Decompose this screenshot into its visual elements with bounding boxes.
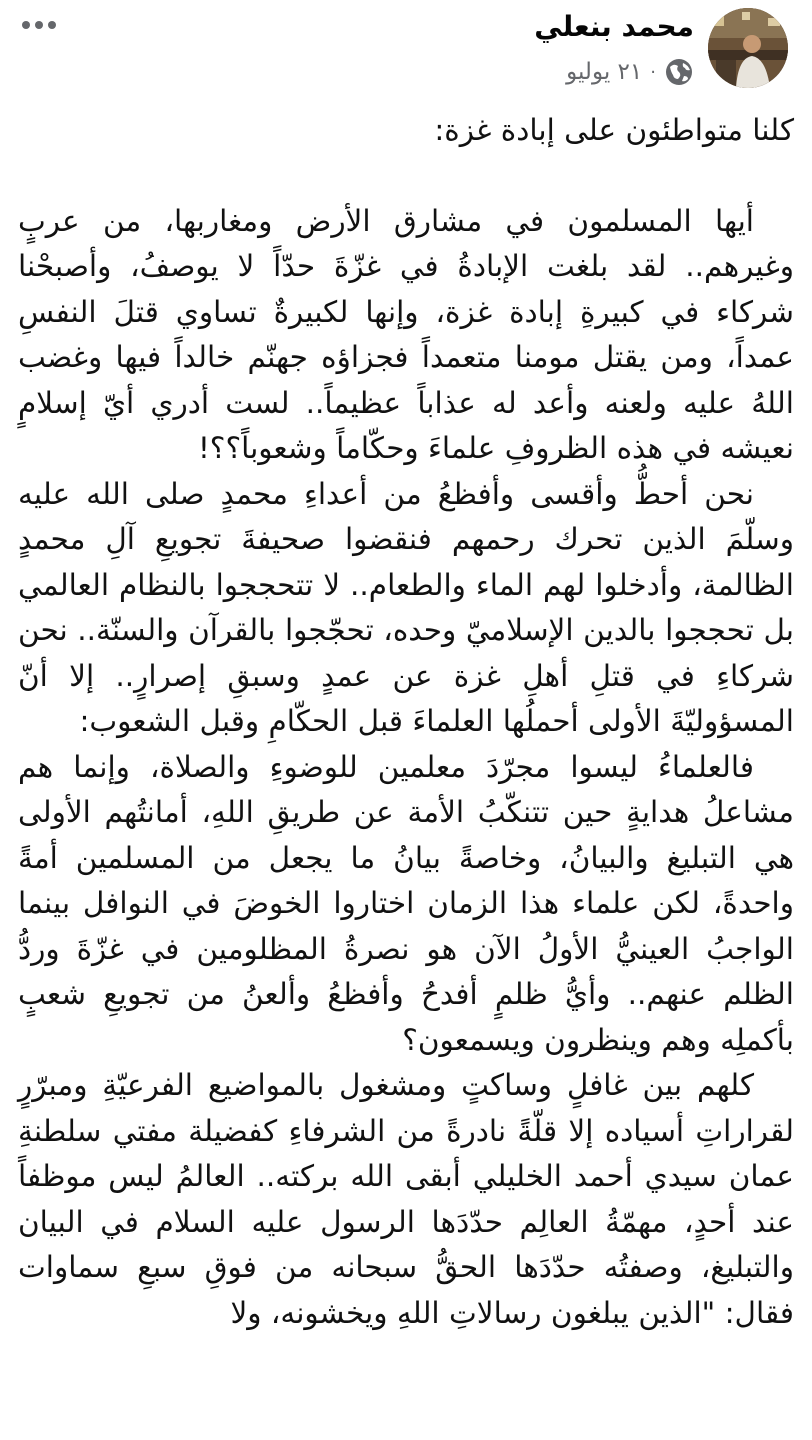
globe-icon-graphic — [664, 57, 694, 87]
more-options-icon-dot — [35, 21, 43, 29]
post-meta — [566, 56, 694, 88]
post-paragraph: أيها المسلمون في مشارق الأرض ومغاربها، من عربٍ وغيرهم.. لقد بلغت الإبادةُ في غزّةَ حدّاً لا يوصفُ، وأصبحْنا شركاء في كبيرةِ إبادة غزة، وإنها لكبيرةٌ تساوي قتلَ النفسِ عمداً، ومن يقتل مومنا متعمداً فجزاؤه جهنّم خالداً فيها وغضب اللهُ عليه ولعنه وأعد له عذاباً عظيماً.. لست أدري أيّ إسلامٍ نعيشه في هذه الظروفِ علماءَ وحكّاماً وشعوباً؟؟! — [18, 203, 794, 465]
post-date[interactable]: ٢١ يوليو — [566, 59, 643, 85]
globe-icon[interactable] — [664, 57, 694, 87]
more-options-icon-dot — [48, 21, 56, 29]
meta-separator: · — [650, 61, 656, 83]
post-paragraph: نحن أحطُّ وأقسى وأفظعُ من أعداءِ محمدٍ صلى الله عليه وسلّمَ الذين تحرك رحمهم فنقضوا صحيفةَ تجويعِ آلِ محمدٍ الظالمة، وأدخلوا لهم الماء والطعام.. لا تتحججوا بالنظام العالمي بل تحججوا بالدين الإسلاميّ وحده، تحجّجوا بالقرآن والسنّة.. نحن شركاءِ في قتلِ أهلِ غزة عن عمدٍ وسبقِ إصرارٍ.. إلا أنّ المسؤوليّةَ الأولى أحملُها العلماءَ قبل الحكّامِ وقبل الشعوب: — [18, 476, 794, 738]
post-title: كلنا متواطئون على إبادة غزة: — [434, 113, 794, 147]
avatar[interactable] — [708, 8, 788, 88]
post-paragraph: فالعلماءُ ليسوا مجرّدَ معلمين للوضوءِ والصلاة، وإنما هم مشاعلُ هدايةٍ حين تتنكّبُ الأمة عن طريقِ اللهِ، أمانتُهم الأولى هي التبليغ والبيانُ، وخاصةً بيانُ ما يجعل من المسلمين أمةً واحدةً، لكن علماء هذا الزمان اختاروا الخوضَ في النوافل بينما الواجبُ العينيُّ الأولُ الآن هو نصرةُ المظلومين في غزّةَ وردُّ الظلم عنهم.. وأيُّ ظلمٍ أفدحُ وأفظعُ وألعنُ من تجويعِ شعبٍ بأكملِه وهم وينظرون ويسمعون؟ — [18, 749, 794, 1057]
post-paragraph: كلهم بين غافلٍ وساكتٍ ومشغول بالمواضيع الفرعيّةِ ومبرّرٍ لقراراتِ أسياده إلا قلّةً نادرةً من الشرفاءِ كفضيلة مفتي سلطنةِ عمان سيدي أحمد الخليلي أبقى الله بركته.. العالمُ ليس موظفاً عند أحدٍ، مهمّةُ العالِم حدّدَها الرسول عليه السلام في البيان والتبليغ، وصفتُه حدّدَها الحقُّ سبحانه من فوقِ سبعِ سماوات فقال: "الذين يبلغون رسالاتِ اللهِ ويخشونه، ولا — [18, 1068, 794, 1330]
post-body — [18, 108, 794, 1336]
avatar-image — [708, 8, 788, 88]
more-options-icon-dot — [22, 21, 30, 29]
post-header — [0, 0, 812, 100]
author-name[interactable]: محمد بنعلي — [534, 10, 694, 43]
more-options-button[interactable] — [14, 10, 64, 40]
